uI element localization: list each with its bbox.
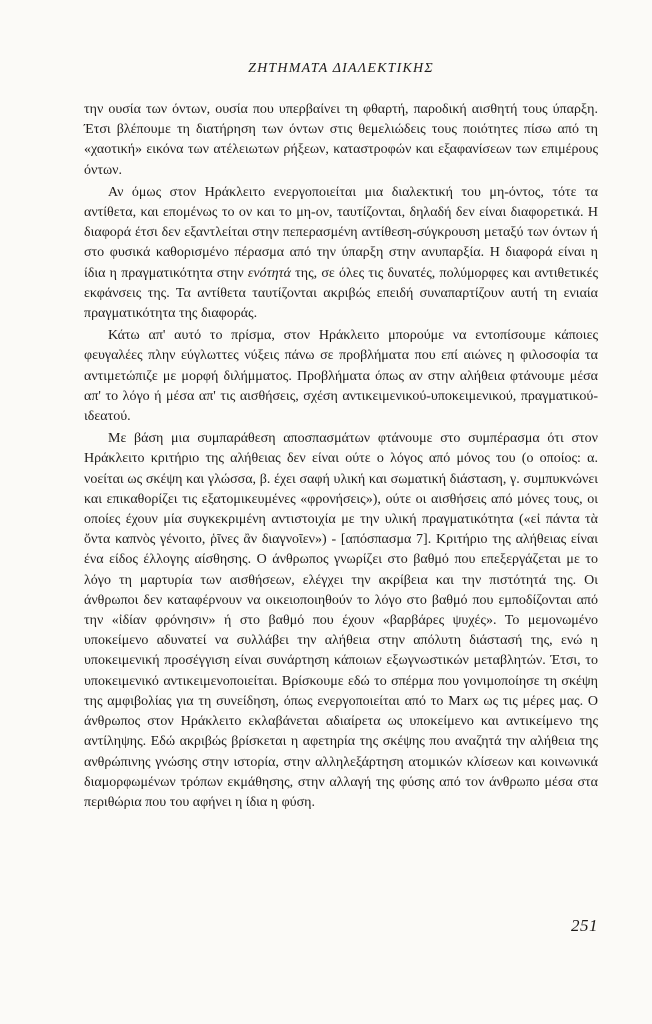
- page-number: 251: [571, 916, 598, 935]
- paragraph-3: Κάτω απ' αυτό το πρίσμα, στον Ηράκλειτο μπορούμε να εντοπίσουμε κάποιες φευγαλέες πλην εύγλωττες νύξεις πάνω σε προβλήματα που επί αιώνες η φιλοσοφία τα αντιμετώπιζε με μορφή διλήμματος. Προβλήματα όπως αν στην αλήθεια φτάνουμε μέσα απ' το λόγο ή μέσα απ' τις αισθήσεις, σχέση αντικειμενικού-υποκειμενικού, πραγματικού-ιδεατού.: [84, 328, 598, 425]
- book-page: [84, 60, 598, 815]
- running-head: ΖΗΤΗΜΑΤΑ ΔΙΑΛΕΚΤΙΚΗΣ: [248, 61, 434, 76]
- paragraph-1: την ουσία των όντων, ουσία που υπερβαίνει τη φθαρτή, παροδική αισθητή τους ύπαρξη. Έτσι βλέπουμε τη διατήρηση των όντων στις θεμελιώδεις τους ποιότητες πίσω από τη «χαοτική» εικόνα των ατέλειωτων ρήξεων, καταστροφών και εξαφανίσεων των επιμέρους όντων.: [84, 102, 598, 178]
- paragraph-4: Με βάση μια συμπαράθεση αποσπασμάτων φτάνουμε στο συμπέρασμα ότι στον Ηράκλειτο κριτήριο της αλήθειας δεν είναι ούτε ο λόγος από μόνος του (ο οποίος: α. νοείται ως σκέψη και γλώσσα, β. έχει σαφή υλική και σωματική διάσταση, γ. συμπυκνώνει και επικαθορίζει τις εξατομικευμένες «φρονήσεις»), ούτε οι αισθήσεις από μόνες τους, οι οποίες έχουν μία συγκεκριμένη αντιστοιχία με την υλική πραγματικότητα («εἰ πάντα τὰ ὄντα καπνὸς γένοιτο, ῥῖνες ἂν διαγνοῖεν») - [απόσπασμα 7]. Κριτήριο της αλήθειας είναι ένα είδος έλλογης αίσθησης. Ο άνθρωπος γνωρίζει στο βαθμό που επεξεργάζεται με το λόγο τη μαρτυρία των αισθήσεων, ελέγχει την ακρίβεια και την πιστότητά της. Οι άνθρωποι δεν καταφέρνουν να οικειοποιηθούν το λόγο στο βαθμό που εμποδίζονται από την «ἰδίαν φρόνησιν» ή στο βαθμό που έχουν «βαρβάρες ψυχές». Το μεμονωμένο υποκείμενο αδυνατεί να συλλάβει την αλήθεια στην απόλυτη διάστασή της, ενώ η υποκειμενική προσέγγιση είναι συνάρτηση κάποιων εξωγνωστικών μεταβλητών. Έτσι, το υποκειμενικό αντικειμενοποιείται. Βρίσκουμε εδώ το σπέρμα που γονιμοποίησε τη σκέψη της αμφιβολίας για τη συνείδηση, όπως ενεργοποιείται από το Marx ως τις μέρες μας. Ο άνθρωπος στον Ηράκλειτο εκλαβάνεται αδιαίρετα ως υποκείμενο και αντικείμενο της αντίληψης. Εδώ ακριβώς βρίσκεται η αφετηρία της σκέψης που αναζητά την αλήθεια της ανθρώπινης γνώσης στην ιστορία, στην αλληλεξάρτηση ατομικών κλίσεων και κοινωνικά διαμορφωμένων τρόπων εκμάθησης, στην αλλαγή της φύσης από τον άνθρωπο μέσα στα περιθώρια που του αφήνει η ίδια η φύση.: [84, 431, 598, 810]
- emphasized-word: ενότητά: [247, 265, 291, 281]
- paragraph-2: [84, 183, 598, 324]
- paragraph-2-text-after: της, σε όλες τις δυνατές, πολύμορφες και αντιθετικές εκφάνσεις της. Τα αντίθετα ταυτίζονται ακριβώς επειδή συναπαρτίζουν αυτή τη ενιαία πραγματικότητα της διαφοράς.: [84, 265, 598, 322]
- paragraph-2-text-before: Αν όμως στον Ηράκλειτο ενεργοποιείται μια διαλεκτική του μη-όντος, τότε τα αντίθετα, και επομένως το ον και το μη-ον, ταυτίζονται, δηλαδή δεν είναι διαφορετικά. Η διαφορά έτσι δεν εξαντλείται στην πεπερασμένη αντίθεση-σύγκρουση μεταξύ των όντων ή στο φυσικά καθορισμένο πέρασμα από την ύπαρξη στην ανυπαρξία. Η διαφορά είναι η ίδια η πραγματικότητα στην: [84, 184, 598, 281]
